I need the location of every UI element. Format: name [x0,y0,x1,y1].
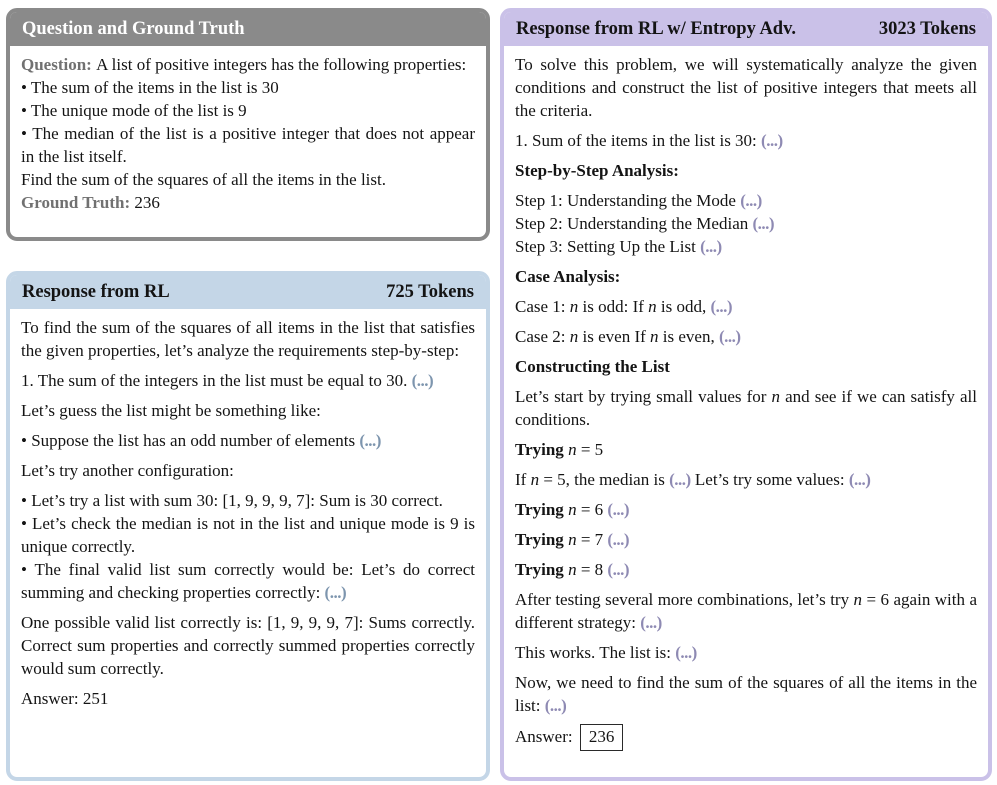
paragraph [21,558,475,604]
panel-question-and-ground-truth [6,8,490,241]
text-segment: • The final valid list sum correctly would be: Let’s do correct summing and checking properties correctly: [21,560,475,602]
text-segment: If [515,470,531,489]
panel-title: Question and Ground Truth [22,18,245,39]
ellipsis-omitted-text: (...) [669,470,691,489]
paragraph [515,129,977,152]
panel-rl-body [10,309,486,716]
panel-header [10,12,486,46]
panel-title: Response from RL [22,281,170,302]
panel-header [504,12,988,46]
text-segment: Step 1: Understanding the Mode [515,191,741,210]
paragraph [21,369,475,392]
text-segment: = 5 [576,440,604,459]
text-segment: Case 2: [515,327,570,346]
paragraph [515,724,977,751]
token-count-badge: 3023 Tokens [878,18,976,39]
paragraph [21,512,475,558]
text-segment: A list of positive integers has the following properties: [96,55,467,74]
field-label: Ground Truth: [21,193,135,212]
text-segment: This works. The list is: [515,643,676,662]
ellipsis-omitted-text: (...) [752,214,775,233]
paragraph [21,687,475,710]
paragraph [21,489,475,512]
text-segment: = 5, the median is [539,470,670,489]
panel-response-rl [6,271,490,781]
text-segment: Answer: [515,727,577,746]
paragraph [515,641,977,664]
paragraph [515,498,977,521]
paragraph [515,468,977,491]
ellipsis-omitted-text: (...) [607,530,629,549]
ellipsis-omitted-text: (...) [761,131,783,150]
paragraph [515,671,977,717]
text-segment: 1. The sum of the integers in the list must be equal to 30. [21,371,412,390]
ellipsis-omitted-text: (...) [607,560,629,579]
text-segment: Let’s guess the list might be something like: [21,401,321,420]
panel-response-rl-entropy-adv [500,8,992,781]
text-segment: Let’s try some values: [690,470,849,489]
bold-text-segment: Trying [515,560,569,579]
text-segment: • The unique mode of the list is 9 [21,101,247,120]
paragraph [21,53,475,76]
math-variable: n [568,560,577,579]
paragraph [515,385,977,431]
paragraph [515,235,977,258]
ellipsis-omitted-text: (...) [324,583,347,602]
text-segment: and see if we can satisfy all conditions. [515,387,977,429]
paragraph [515,558,977,581]
ellipsis-omitted-text: (...) [544,696,567,715]
text-segment: Let’s try another configuration: [21,461,234,480]
ellipsis-omitted-text: (...) [710,297,733,316]
ellipsis-omitted-text: (...) [607,500,629,519]
bold-text-segment: Step-by-Step Analysis: [515,161,679,180]
text-segment: 1. Sum of the items in the list is 30: [515,131,762,150]
text-segment: • Suppose the list has an odd number of elements [21,431,360,450]
token-count-badge: 725 Tokens [386,281,474,302]
text-segment: = 6 [576,500,608,519]
text-segment: • Let’s check the median is not in the list and unique mode is 9 is unique correctly. [21,514,475,556]
paragraph [515,295,977,318]
paragraph [515,265,977,288]
panel-title: Response from RL w/ Entropy Adv. [516,18,796,39]
paragraph [515,159,977,182]
math-variable: n [569,327,579,346]
text-segment: One possible valid list correctly is: [1, 9, 9, 9, 7]: Sums correctly. Correct sum properties and correctly summed properties correctly would sum correctly. [21,613,475,678]
paragraph [21,429,475,452]
math-variable: n [648,297,657,316]
text-segment: Step 2: Understanding the Median [515,214,753,233]
math-variable: n [568,530,577,549]
paragraph [515,588,977,634]
math-variable: n [569,297,579,316]
ellipsis-omitted-text: (...) [359,431,381,450]
ellipsis-omitted-text: (...) [675,643,697,662]
bold-text-segment: Constructing the List [515,357,670,376]
paragraph [21,122,475,168]
paragraph [21,191,475,214]
paragraph [21,399,475,422]
text-segment: Now, we need to find the sum of the squares of all the items in the list: [515,673,977,715]
ellipsis-omitted-text: (...) [640,613,662,632]
paragraph [515,189,977,212]
paragraph [21,76,475,99]
text-segment: • The median of the list is a positive integer that does not appear in the list itself. [21,124,475,166]
ellipsis-omitted-text: (...) [740,191,762,210]
field-label: Question: [21,55,97,74]
text-segment: • Let’s try a list with sum 30: [1, 9, 9, 9, 7]: Sum is 30 correct. [21,491,443,510]
paragraph [21,459,475,482]
text-segment: Let’s start by trying small values for [515,387,772,406]
text-segment: Case 1: [515,297,570,316]
text-segment: = 8 [576,560,608,579]
paragraph [21,168,475,191]
text-segment: To find the sum of the squares of all items in the list that satisfies the given properties, let’s analyze the requirements step-by-step: [21,318,475,360]
paragraph [21,99,475,122]
bold-text-segment: Trying [515,500,569,519]
math-variable: n [568,500,577,519]
paragraph [515,325,977,348]
ellipsis-omitted-text: (...) [718,327,741,346]
math-variable: n [650,327,659,346]
paragraph [515,355,977,378]
text-segment: = 7 [576,530,608,549]
text-segment: Answer: 251 [21,689,109,708]
text-segment: • The sum of the items in the list is 30 [21,78,279,97]
math-variable: n [853,590,863,609]
text-segment: 236 [134,193,160,212]
paragraph [515,528,977,551]
panel-entropy-body [504,46,988,757]
paragraph [515,53,977,122]
math-variable: n [568,440,577,459]
text-segment: is odd, [656,297,711,316]
text-segment: is odd: If [578,297,649,316]
panel-question-body [10,46,486,220]
boxed-answer: 236 [580,724,624,751]
panel-header [10,275,486,309]
ellipsis-omitted-text: (...) [411,371,434,390]
bold-text-segment: Trying [515,530,569,549]
math-variable: n [771,387,781,406]
bold-text-segment: Case Analysis: [515,267,621,286]
text-segment: Find the sum of the squares of all the items in the list. [21,170,386,189]
bold-text-segment: Trying [515,440,569,459]
text-segment: = 6 again with a different strategy: [515,590,978,632]
ellipsis-omitted-text: (...) [700,237,722,256]
text-segment: Step 3: Setting Up the List [515,237,701,256]
paragraph [21,611,475,680]
text-segment: is even If [578,327,651,346]
ellipsis-omitted-text: (...) [848,470,871,489]
math-variable: n [530,470,540,489]
paragraph [515,212,977,235]
paragraph [21,316,475,362]
text-segment: After testing several more combinations, let’s try [515,590,854,609]
paragraph [515,438,977,461]
text-segment: is even, [658,327,719,346]
text-segment: To solve this problem, we will systematically analyze the given conditions and construct the list of positive integers that meets all the criteria. [515,55,977,120]
